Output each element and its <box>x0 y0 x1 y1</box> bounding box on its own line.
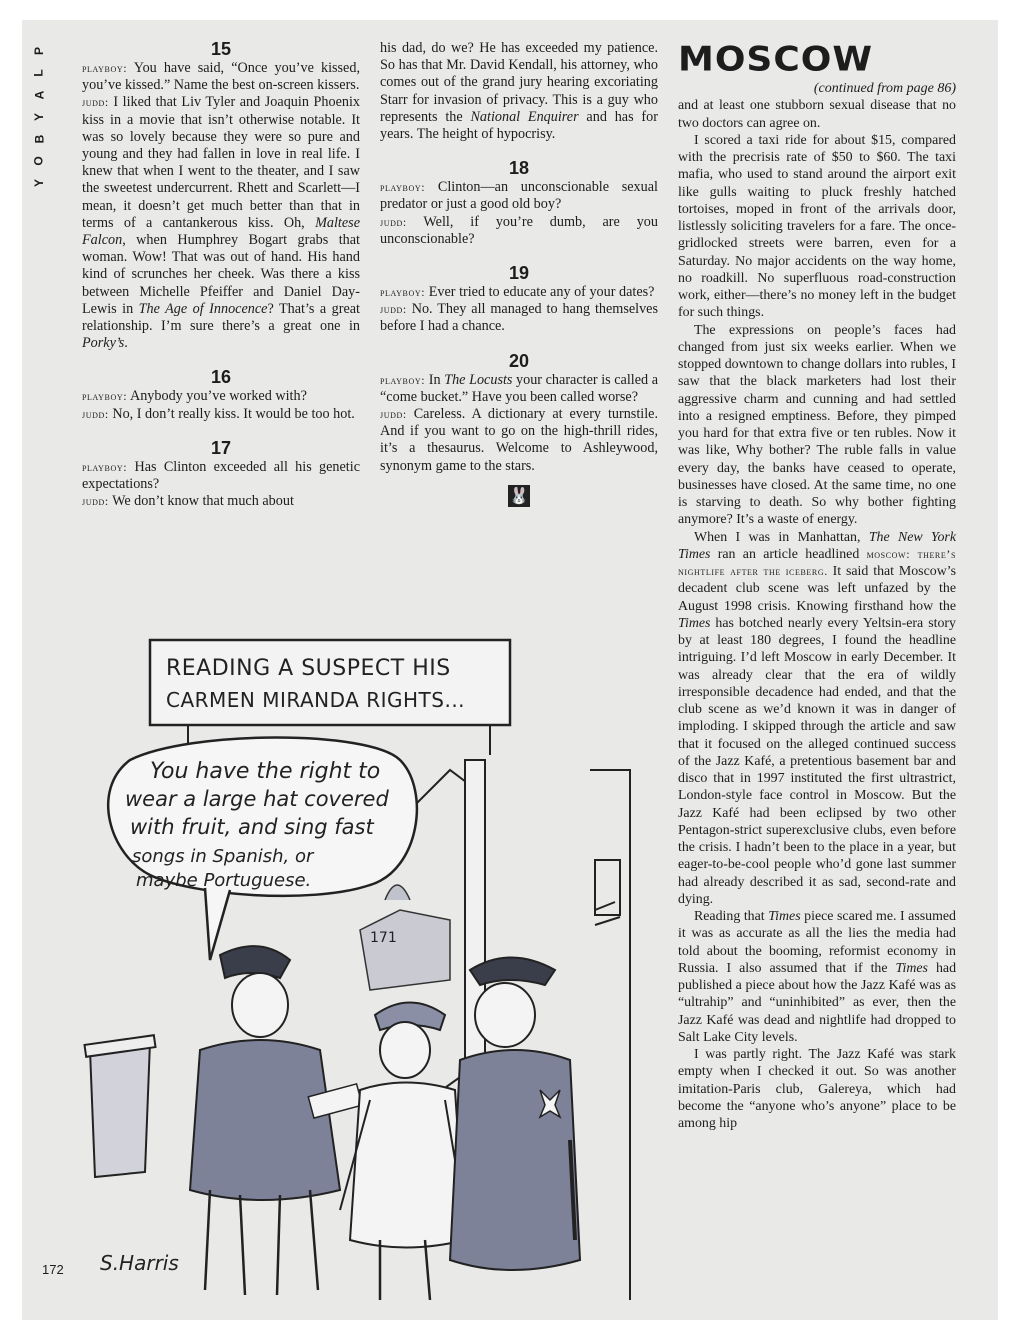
question-number: 15 <box>210 39 232 59</box>
caption-sign <box>150 640 510 725</box>
paragraph: When I was in Manhattan, The New York Times ran an article headlined moscow: there’s nightlife after the iceberg. It said that Moscow’s decadent club scene was left unfazed by the August 1998 crisis. Knowing firsthand how the Times has botched nearly every Yeltsin-era story by at least 180 degrees, I found the headline intriguing. I’d left Moscow in early December. It was already clear that the era of wildly irresponsible decadence had ended, and that the club scene as we’d known it was in danger of imploding. I skipped through the article and saw that it focused on the alleged continued success of the Jazz Kafé, a pretentious basement bar and disco that in 1997 instituted the first ultrastrict, London-style face control in Moscow. But the Jazz Kafé had been eclipsed by two other Pentagon-strict superexclusive clubs, even before the crisis. I hadn’t been to the place in a year, but eager-to-be-cool people who’d gone last summer had already described it as sad, second-rate and dying. <box>678 529 957 907</box>
answer-continued: his dad, do we? He has exceeded my patience. So has that Mr. David Kendall, his attorney, who comes out of the grand jury hearing excoriating Starr for invasion of privacy. This is a guy who represents the National Enquirer and has for years. The height of hypocrisy. <box>380 40 658 143</box>
answer: judd: Careless. A dictionary at every turnstile. And if you want to go on the high-thrill rides, it’s a thesaurus. Welcome to Ashleywood, synonym game to the stars. <box>380 406 658 474</box>
question: playboy: Ever tried to educate any of your dates? <box>380 284 655 301</box>
question: playboy: Clinton—an unconscionable sexual predator or just a good old boy? <box>380 179 658 213</box>
sidebar-letter: P <box>31 46 46 56</box>
column-3 <box>678 40 956 1132</box>
sidebar-letter: O <box>32 156 46 166</box>
answer: judd: Well, if you’re dumb, are you unconscionable? <box>380 213 658 247</box>
speech-line: maybe Portuguese. <box>136 870 312 891</box>
sidebar-letter: Y <box>31 112 46 122</box>
sidebar-letter: Y <box>31 178 46 188</box>
question-number: 18 <box>508 158 530 179</box>
sidebar-letter: B <box>31 134 46 144</box>
answer: judd: No, I don’t really kiss. It would be too hot. <box>82 405 355 422</box>
paragraph: and at least one stubborn sexual disease that no two doctors can agree on. <box>678 98 956 131</box>
answer: judd: We don’t know that much about <box>82 493 294 510</box>
question: playboy: Anybody you’ve worked with? <box>82 388 307 405</box>
cartoonist-signature: S.Harris <box>100 1251 179 1275</box>
column-1 <box>82 38 360 510</box>
cartoon-illustration <box>70 620 670 1300</box>
speech-line: wear a large hat covered <box>125 787 389 811</box>
trash-can <box>85 1035 156 1177</box>
column-2 <box>380 40 658 507</box>
bunny-end-mark-icon: 🐰 <box>509 485 529 505</box>
page-number: 172 <box>42 1262 64 1277</box>
caption-line-1: READING A SUSPECT HIS <box>166 656 451 681</box>
answer: judd: No. They all managed to hang themselves before I had a chance. <box>380 301 658 335</box>
question-number: 16 <box>210 367 232 388</box>
sidebar-letter: L <box>32 69 46 77</box>
article-title: MOSCOW <box>678 40 874 79</box>
question: playboy: In The Locusts your character is called a “come bucket.” Have you been called worse? <box>380 371 659 405</box>
speech-line: songs in Spanish, or <box>132 846 314 867</box>
question: playboy: Has Clinton exceeded all his genetic expectations? <box>82 458 360 493</box>
speech-line: with fruit, and sing fast <box>130 815 374 839</box>
paragraph: I scored a taxi ride for about $15, compared with the precrisis rate of $50 to $60. The taxi mafia, who used to stand around the airport exit like gulls waiting to pluck freshly hatched tortoises, moped in front of the arrivals door, listlessly soliciting travelers for a fare. The once-gridlocked streets were barren, even for a Saturday. No major accidents on the way home, no roadkill. No superfluous road-construction work, either—there’s no money left in the budget for such things. <box>678 132 956 321</box>
building-number: 171 <box>370 930 397 946</box>
question-number: 17 <box>210 437 232 458</box>
caption-line-2: CARMEN MIRANDA RIGHTS... <box>166 688 466 712</box>
question-number: 19 <box>508 263 530 284</box>
paragraph: I was partly right. The Jazz Kafé was stark empty when I checked it out. So was another imitation-Paris club, Galereya, which had become the “anyone who’s anyone” place to be among hip <box>678 1047 956 1131</box>
paragraph: The expressions on people’s faces had changed from just six weeks earlier. When we stopped downtown to change dollars into rubles, I saw that the black marketers had lost their aggressive charm and cunning and had settled into a resigned emptiness. Before, they pimped you hard for that extra five or ten rubles. Now it was like, Why bother? The ruble falls in value every day, the banks have ceased to operate, businesses have closed. At the same time, no one is starving to death. So why bother fighting anymore? It’s a waste of energy. <box>678 322 956 528</box>
sidebar-letter: A <box>31 90 46 100</box>
continued-note: (continued from page 86) <box>813 81 956 96</box>
sidebar-magazine-name <box>28 40 50 194</box>
question-number: 20 <box>508 350 530 371</box>
suspect-figure <box>340 1003 465 1301</box>
speech-line: You have the right to <box>150 759 381 784</box>
left-officer-figure <box>190 946 362 1295</box>
paragraph: Reading that Times piece scared me. I assumed it was as accurate as all the lies the media had told about the booming, reformist economy in Russia. I also assumed that if the Times had published a piece about how the Jazz Kafé was as “ultrahip” and “uninhibited” as ever, then the Jazz Kafé was dead and nightlife had dropped to Salt Lake City levels. <box>678 909 957 1045</box>
answer: judd: I liked that Liv Tyler and Joaquin Phoenix kiss in a movie that isn’t otherwise notable. It was so lovely because they were so pure and young and they had fallen in love in real life. I knew that when I went to the theater, and I saw the sweetest undercurrent. Rhett and Scarlett—I mean, it doesn’t get much better than that in terms of a cantankerous kiss. Oh, Maltese Falcon, when Humphrey Bogart grabs that woman. Wow! That was out of hand. His hand kind of scrunches her cheek. Was there a kiss between Michelle Pfeiffer and Daniel Day-Lewis in The Age of Innocence? That’s a great relationship. I’m sure there’s a great one in Porky’s. <box>82 94 361 352</box>
question: playboy: You have said, “Once you’ve kissed, you’ve kissed.” Name the best on-screen kissers. <box>82 60 360 94</box>
